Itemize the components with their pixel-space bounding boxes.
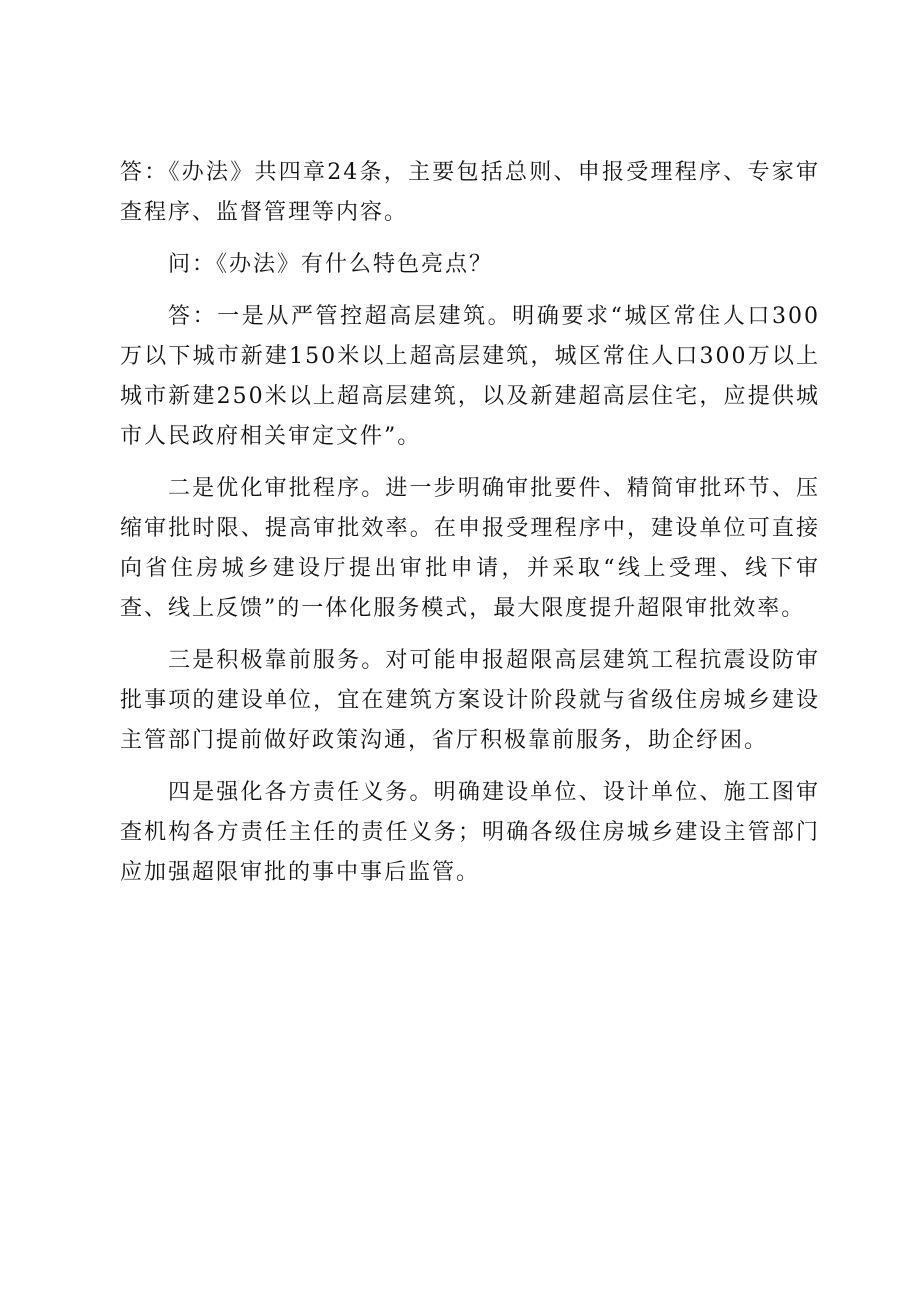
paragraph-point-three: 三是积极靠前服务。对可能申报超限高层建筑工程抗震设防审批事项的建设单位，宜在建筑方案设计阶段就与省级住房城乡建设主管部门提前做好政策沟通，省厅积极靠前服务，助企纾困。 xyxy=(120,648,820,753)
paragraph-point-four: 四是强化各方责任义务。明确建设单位、设计单位、施工图审查机构各方责任主任的责任义务；明确各级住房城乡建设主管部门应加强超限审批的事中事后监管。 xyxy=(120,780,820,885)
answer-paragraph-point-one: 答：一是从严管控超高层建筑。明确要求“城区常住人口300万以下城市新建150米以上超高层建筑，城区常住人口300万以上城市新建250米以上超高层建筑，以及新建超高层住宅，应提供城市人民政府相关审定文件”。 xyxy=(120,304,820,449)
question-paragraph-highlights: 问：《办法》有什么特色亮点？ xyxy=(168,252,494,277)
document-body xyxy=(120,153,820,905)
paragraph-point-two: 二是优化审批程序。进一步明确审批要件、精简审批环节、压缩审批时限、提高审批效率。在申报受理程序中，建设单位可直接向省住房城乡建设厅提出审批申请，并采取“线上受理、线下审查、线上反馈”的一体化服务模式，最大限度提升超限审批效率。 xyxy=(120,476,820,621)
answer-paragraph-structure: 答：《办法》共四章24条，主要包括总则、申报受理程序、专家审查程序、监督管理等内容。 xyxy=(120,160,820,225)
